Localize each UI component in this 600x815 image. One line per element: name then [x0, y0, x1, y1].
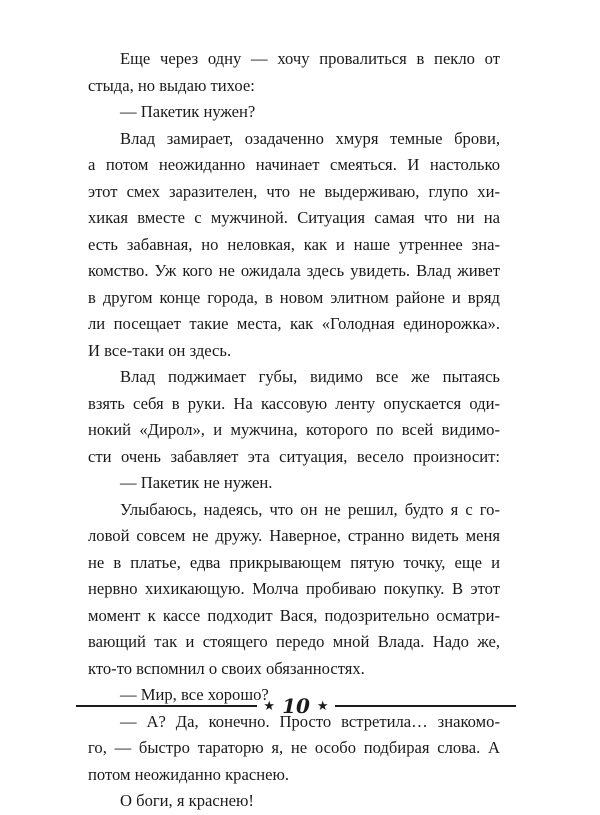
text-line: кто-то вспомнил о своих обязанностях. [88, 658, 365, 678]
star-icon-right: ★ [316, 698, 329, 714]
text-line: хикая вместе с мужчиной. Ситуация самая что ни на [88, 208, 500, 227]
text-line: О боги, я краснею! [120, 791, 254, 810]
text-line: есть забавная, но неловкая, как и наше утреннее зна- [88, 234, 500, 254]
page-number: 10 [282, 694, 310, 718]
text-line: ли посещает такие места, как «Голодная единорожка». [88, 314, 500, 333]
text-line: — Пакетик нужен? [120, 102, 256, 121]
text-line: И все-таки он здесь. [88, 340, 232, 360]
text-line: Влад замирает, озадаченно хмуря темные брови, [120, 128, 500, 148]
text-line: а потом неожиданно начинает смеяться. И настолько [88, 155, 500, 174]
text-line: в другом конце города, в новом элитном районе и вряд [88, 287, 500, 307]
footer-rule-right [335, 705, 516, 707]
text-line: го, — быстро тараторю я, не особо подбирая слова. А [88, 738, 500, 757]
text-line: не в платье, едва прикрывающем пятую точку, еще и [88, 552, 500, 572]
text-line: комство. Уж кого не ожидала здесь увидеть. Влад живет [88, 261, 500, 280]
footer-rule-left [76, 705, 257, 707]
text-line: Еще через одну — хочу провалиться в пекло от [120, 49, 500, 68]
text-line: ловой совсем не дружу. Наверное, странно видеть меня [88, 526, 500, 545]
text-line: потом неожиданно краснею. [88, 764, 289, 784]
text-line: момент к кассе подходит Вася, подозрительно осматри- [88, 605, 500, 625]
text-line: вающий так и стоящего передо мной Влада. Надо же, [88, 632, 500, 651]
text-line: — Мир, все хорошо? [120, 685, 269, 704]
text-line: взять себя в руки. На кассовую ленту опускается оди- [88, 393, 500, 413]
text-line: этот смех заразителен, что не выдерживаю, глупо хи- [88, 181, 500, 201]
text-line: Улыбаюсь, надеясь, что он не решил, будто я с го- [120, 499, 500, 519]
star-icon-left: ★ [263, 698, 276, 714]
text-line: — А? Да, конечно. Просто встретила… знакомо- [120, 711, 500, 731]
page-footer [76, 694, 516, 718]
text-line: — Пакетик не нужен. [120, 473, 273, 492]
text-line: сти очень забавляет эта ситуация, весело произносит: [88, 446, 500, 466]
text-line: стыда, но выдаю тихое: [88, 75, 255, 95]
text-line: нокий «Дирол», и мужчина, которого по всей видимо- [88, 420, 500, 439]
text-line: нервно хихикающую. Молча пробиваю покупку. В этот [88, 579, 500, 598]
text-line: Влад поджимает губы, видимо все же пытаясь [120, 367, 500, 386]
